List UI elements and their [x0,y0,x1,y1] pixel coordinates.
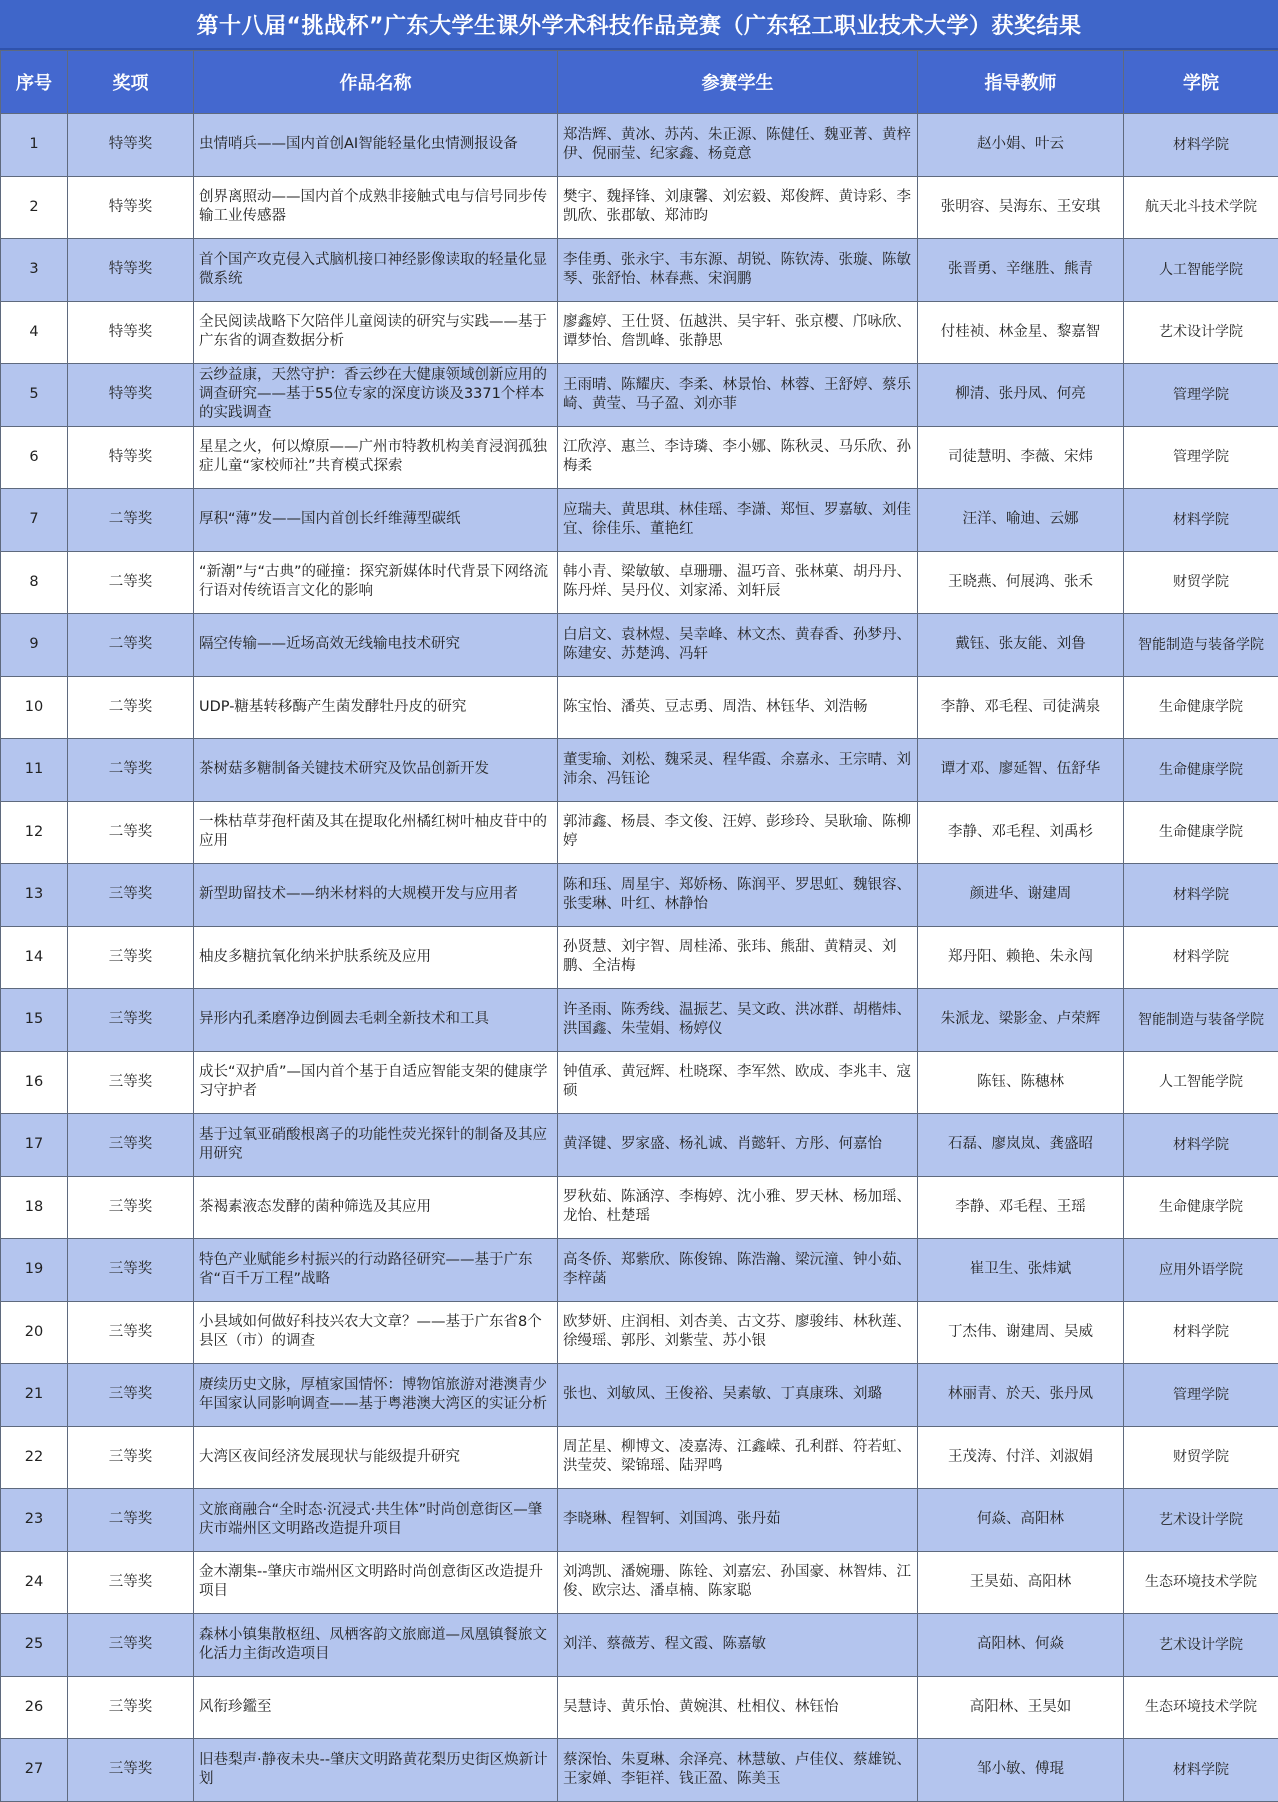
table-row [1,1676,1278,1739]
cell-work-title: 风衔珍鑑至 [194,1676,558,1739]
cell-advisors: 邹小敏、傅琨 [918,1739,1124,1802]
cell-college: 生态环境技术学院 [1124,1676,1278,1739]
cell-work-title: 特色产业赋能乡村振兴的行动路径研究——基于广东省“百千万工程”战略 [194,1239,558,1302]
cell-students: 白启文、袁林煜、吴幸峰、林文杰、黄春香、孙梦丹、陈建安、苏楚鸿、冯轩 [558,614,918,677]
cell-no: 27 [1,1739,68,1802]
cell-students: 蔡深怡、朱夏琳、余泽亮、林慧敏、卢佳仪、蔡雄锐、王家婵、李钜祥、钱正盈、陈美玉 [558,1739,918,1802]
cell-advisors: 高阳林、王昊如 [918,1676,1124,1739]
cell-students: 黄泽键、罗家盛、杨礼诚、肖懿轩、方彤、何嘉怡 [558,1114,918,1177]
cell-advisors: 戴钰、张友能、刘鲁 [918,614,1124,677]
cell-award: 特等奖 [68,114,194,177]
cell-college: 智能制造与装备学院 [1124,989,1278,1052]
cell-no: 19 [1,1239,68,1302]
cell-award: 三等奖 [68,1176,194,1239]
cell-advisors: 王茂涛、付洋、刘淑娟 [918,1426,1124,1489]
cell-college: 财贸学院 [1124,1426,1278,1489]
table-row [1,239,1278,302]
cell-work-title: 创界离照动——国内首个成熟非接触式电与信号同步传输工业传感器 [194,176,558,239]
cell-students: 李晓琳、程智轲、刘国鸿、张丹茹 [558,1489,918,1552]
cell-college: 材料学院 [1124,926,1278,989]
cell-work-title: 茶树菇多糖制备关键技术研究及饮品创新开发 [194,739,558,802]
cell-no: 22 [1,1426,68,1489]
cell-students: 张也、刘敏凤、王俊裕、吴素敏、丁真康珠、刘璐 [558,1364,918,1427]
table-row [1,1114,1278,1177]
header-college: 学院 [1124,51,1278,114]
cell-students: 郑浩辉、黄冰、苏芮、朱正源、陈健任、魏亚菁、黄梓伊、倪丽莹、纪家鑫、杨竟意 [558,114,918,177]
cell-no: 20 [1,1301,68,1364]
cell-work-title: 虫情哨兵——国内首创AI智能轻量化虫情测报设备 [194,114,558,177]
cell-award: 三等奖 [68,1426,194,1489]
header-work: 作品名称 [194,51,558,114]
cell-students: 陈和珏、周星宇、郑娇杨、陈润平、罗思虹、魏银容、张雯琳、叶红、林静怡 [558,864,918,927]
cell-work-title: 云纱益康，天然守护：香云纱在大健康领域创新应用的调查研究——基于55位专家的深度访谈及3371个样本的实践调查 [194,364,558,427]
table-row [1,989,1278,1052]
cell-award: 三等奖 [68,1364,194,1427]
cell-work-title: 森林小镇集散枢纽、凤栖客韵文旅廊道—凤凰镇餐旅文化活力主街改造项目 [194,1614,558,1677]
cell-advisors: 石磊、廖岚岚、龚盛昭 [918,1114,1124,1177]
table-row [1,739,1278,802]
cell-work-title: 成长“双护盾”—国内首个基于自适应智能支架的健康学习守护者 [194,1051,558,1114]
cell-students: 吴慧诗、黄乐怡、黄婉淇、杜相仪、林钰怡 [558,1676,918,1739]
cell-advisors: 林丽青、於天、张丹凤 [918,1364,1124,1427]
cell-students: 欧梦妍、庄润相、刘杏美、古文芬、廖骏纬、林秋莲、徐缦瑶、郭彤、刘紫莹、苏小银 [558,1301,918,1364]
cell-work-title: 首个国产攻克侵入式脑机接口神经影像读取的轻量化显微系统 [194,239,558,302]
cell-work-title: 一株枯草芽孢杆菌及其在提取化州橘红树叶柚皮苷中的应用 [194,801,558,864]
cell-award: 三等奖 [68,1301,194,1364]
header-award: 奖项 [68,51,194,114]
table-row [1,1614,1278,1677]
header-advisors: 指导教师 [918,51,1124,114]
cell-college: 材料学院 [1124,1739,1278,1802]
cell-award: 二等奖 [68,676,194,739]
cell-college: 材料学院 [1124,1301,1278,1364]
cell-students: 周芷星、柳博文、凌嘉涛、江鑫嵘、孔利群、符若虹、洪莹荧、梁锦瑶、陆羿鸣 [558,1426,918,1489]
table-row [1,551,1278,614]
cell-award: 特等奖 [68,364,194,427]
cell-no: 18 [1,1176,68,1239]
cell-students: 江欣渟、惠兰、李诗璘、李小娜、陈秋灵、马乐欣、孙梅柔 [558,426,918,489]
cell-no: 2 [1,176,68,239]
cell-award: 特等奖 [68,301,194,364]
table-row [1,1239,1278,1302]
cell-no: 3 [1,239,68,302]
cell-college: 艺术设计学院 [1124,1614,1278,1677]
cell-award: 三等奖 [68,1551,194,1614]
cell-no: 12 [1,801,68,864]
cell-award: 二等奖 [68,739,194,802]
cell-advisors: 谭才邓、廖延智、伍舒华 [918,739,1124,802]
cell-work-title: 柚皮多糖抗氧化纳米护肤系统及应用 [194,926,558,989]
cell-college: 财贸学院 [1124,551,1278,614]
cell-work-title: 异形内孔柔磨净边倒圆去毛刺全新技术和工具 [194,989,558,1052]
cell-work-title: 隔空传输——近场高效无线输电技术研究 [194,614,558,677]
cell-college: 艺术设计学院 [1124,301,1278,364]
cell-work-title: 全民阅读战略下欠陪伴儿童阅读的研究与实践——基于广东省的调查数据分析 [194,301,558,364]
cell-work-title: 金木潮集--肇庆市端州区文明路时尚创意街区改造提升项目 [194,1551,558,1614]
cell-work-title: UDP-糖基转移酶产生菌发酵牡丹皮的研究 [194,676,558,739]
table-header-row [1,51,1278,114]
cell-advisors: 高阳林、何焱 [918,1614,1124,1677]
cell-advisors: 李静、邓毛程、司徒满泉 [918,676,1124,739]
cell-award: 特等奖 [68,426,194,489]
table-row [1,864,1278,927]
cell-advisors: 陈钰、陈穗林 [918,1051,1124,1114]
cell-college: 生命健康学院 [1124,739,1278,802]
cell-students: 应瑞夫、黄思琪、林佳瑶、李潇、郑恒、罗嘉敏、刘佳宜、徐佳乐、董艳红 [558,489,918,552]
cell-no: 26 [1,1676,68,1739]
cell-students: 廖鑫婷、王仕贤、伍越洪、吴宇轩、张京樱、邝咏欣、谭梦怡、詹凯峰、张静思 [558,301,918,364]
table-row [1,1739,1278,1802]
table-row [1,1551,1278,1614]
cell-advisors: 朱派龙、梁影金、卢荣辉 [918,989,1124,1052]
cell-students: 高冬侨、郑紫欣、陈俊锦、陈浩瀚、梁沅潼、钟小茹、李梓菡 [558,1239,918,1302]
cell-award: 三等奖 [68,926,194,989]
cell-work-title: 小县域如何做好科技兴农大文章？——基于广东省8个县区（市）的调查 [194,1301,558,1364]
cell-college: 材料学院 [1124,864,1278,927]
cell-award: 二等奖 [68,614,194,677]
cell-no: 1 [1,114,68,177]
table-row [1,489,1278,552]
cell-students: 王雨晴、陈耀庆、李柔、林景怡、林蓉、王舒婷、蔡乐崎、黄莹、马子盈、刘亦菲 [558,364,918,427]
table-row [1,1176,1278,1239]
cell-college: 生态环境技术学院 [1124,1551,1278,1614]
cell-work-title: 赓续历史文脉，厚植家国情怀：博物馆旅游对港澳青少年国家认同影响调查——基于粤港澳大湾区的实证分析 [194,1364,558,1427]
cell-students: 孙贤慧、刘宇智、周桂浠、张玮、熊甜、黄精灵、刘鹏、全洁梅 [558,926,918,989]
cell-no: 9 [1,614,68,677]
table-row [1,614,1278,677]
cell-students: 许圣雨、陈秀线、温振艺、吴文政、洪冰群、胡楷炜、洪国鑫、朱莹娟、杨婷仪 [558,989,918,1052]
table-row [1,114,1278,177]
cell-college: 材料学院 [1124,1114,1278,1177]
cell-award: 三等奖 [68,1614,194,1677]
cell-students: 樊宇、魏择锋、刘康馨、刘宏毅、郑俊辉、黄诗彩、李凯欣、张郡敏、郑沛昀 [558,176,918,239]
cell-college: 管理学院 [1124,1364,1278,1427]
cell-advisors: 丁杰伟、谢建周、吴威 [918,1301,1124,1364]
header-students: 参赛学生 [558,51,918,114]
cell-advisors: 何焱、高阳林 [918,1489,1124,1552]
cell-award: 三等奖 [68,1114,194,1177]
cell-advisors: 颜进华、谢建周 [918,864,1124,927]
cell-no: 8 [1,551,68,614]
awards-table [0,50,1278,1802]
cell-no: 7 [1,489,68,552]
table-body [1,114,1278,1802]
table-row [1,1051,1278,1114]
cell-college: 人工智能学院 [1124,239,1278,302]
cell-work-title: “新潮”与“古典”的碰撞：探究新媒体时代背景下网络流行语对传统语言文化的影响 [194,551,558,614]
header-no: 序号 [1,51,68,114]
cell-college: 应用外语学院 [1124,1239,1278,1302]
cell-college: 管理学院 [1124,426,1278,489]
cell-no: 11 [1,739,68,802]
cell-college: 智能制造与装备学院 [1124,614,1278,677]
cell-advisors: 司徒慧明、李薇、宋炜 [918,426,1124,489]
cell-students: 刘洋、蔡薇芳、程文霞、陈嘉敏 [558,1614,918,1677]
table-row [1,1301,1278,1364]
cell-students: 钟值承、黄冠辉、杜晓琛、李军然、欧成、李兆丰、寇硕 [558,1051,918,1114]
cell-no: 13 [1,864,68,927]
cell-work-title: 新型助留技术——纳米材料的大规模开发与应用者 [194,864,558,927]
cell-no: 15 [1,989,68,1052]
table-row [1,176,1278,239]
cell-college: 航天北斗技术学院 [1124,176,1278,239]
cell-students: 陈宝怡、潘英、豆志勇、周浩、林钰华、刘浩畅 [558,676,918,739]
cell-advisors: 李静、邓毛程、王瑶 [918,1176,1124,1239]
table-row [1,926,1278,989]
cell-advisors: 汪洋、喻迪、云娜 [918,489,1124,552]
cell-award: 特等奖 [68,239,194,302]
cell-no: 10 [1,676,68,739]
cell-work-title: 星星之火，何以燎原——广州市特教机构美育浸润孤独症儿童“家校师社”共育模式探索 [194,426,558,489]
cell-advisors: 赵小娟、叶云 [918,114,1124,177]
cell-work-title: 厚积“薄”发——国内首创长纤维薄型碳纸 [194,489,558,552]
cell-no: 23 [1,1489,68,1552]
cell-no: 6 [1,426,68,489]
cell-no: 17 [1,1114,68,1177]
cell-college: 生命健康学院 [1124,676,1278,739]
cell-no: 14 [1,926,68,989]
cell-college: 材料学院 [1124,114,1278,177]
cell-award: 三等奖 [68,864,194,927]
cell-no: 25 [1,1614,68,1677]
table-row [1,1426,1278,1489]
cell-award: 二等奖 [68,551,194,614]
cell-students: 郭沛鑫、杨晨、李文俊、汪婷、彭珍玲、吴耿瑜、陈柳婷 [558,801,918,864]
cell-award: 三等奖 [68,1051,194,1114]
cell-students: 韩小青、梁敏敏、卓珊珊、温巧音、张林菓、胡丹丹、陈丹烊、吴丹仪、刘家浠、刘轩辰 [558,551,918,614]
cell-work-title: 茶褐素液态发酵的菌种筛选及其应用 [194,1176,558,1239]
cell-advisors: 郑丹阳、赖艳、朱永闯 [918,926,1124,989]
cell-no: 21 [1,1364,68,1427]
cell-work-title: 文旅商融合“全时态·沉浸式·共生体”时尚创意街区—肇庆市端州区文明路改造提升项目 [194,1489,558,1552]
cell-college: 人工智能学院 [1124,1051,1278,1114]
cell-students: 李佳勇、张永宇、韦东源、胡锐、陈钦涛、张璇、陈敏琴、张舒怡、林春燕、宋润鹏 [558,239,918,302]
cell-students: 刘鸿凯、潘婉珊、陈铨、刘嘉宏、孙国豪、林智炜、江俊、欧宗达、潘卓楠、陈家聪 [558,1551,918,1614]
cell-college: 生命健康学院 [1124,1176,1278,1239]
cell-no: 16 [1,1051,68,1114]
cell-college: 生命健康学院 [1124,801,1278,864]
cell-no: 4 [1,301,68,364]
table-row [1,426,1278,489]
cell-work-title: 基于过氧亚硝酸根离子的功能性荧光探针的制备及其应用研究 [194,1114,558,1177]
cell-advisors: 李静、邓毛程、刘禹杉 [918,801,1124,864]
table-row [1,364,1278,427]
cell-advisors: 王晓燕、何展鸿、张禾 [918,551,1124,614]
cell-advisors: 王昊茹、高阳林 [918,1551,1124,1614]
cell-advisors: 崔卫生、张炜斌 [918,1239,1124,1302]
cell-award: 二等奖 [68,1489,194,1552]
cell-award: 二等奖 [68,489,194,552]
table-row [1,1364,1278,1427]
cell-students: 董雯瑜、刘松、魏采灵、程华霞、余嘉永、王宗晴、刘沛余、冯钰论 [558,739,918,802]
cell-award: 三等奖 [68,1239,194,1302]
cell-advisors: 张明容、吴海东、王安琪 [918,176,1124,239]
cell-award: 三等奖 [68,1676,194,1739]
page-title: 第十八届“挑战杯”广东大学生课外学术科技作品竞赛（广东轻工职业技术大学）获奖结果 [0,0,1278,50]
cell-college: 管理学院 [1124,364,1278,427]
table-row [1,1489,1278,1552]
cell-advisors: 张晋勇、辛继胜、熊青 [918,239,1124,302]
cell-work-title: 大湾区夜间经济发展现状与能级提升研究 [194,1426,558,1489]
table-row [1,301,1278,364]
cell-college: 材料学院 [1124,489,1278,552]
cell-award: 三等奖 [68,1739,194,1802]
table-row [1,676,1278,739]
cell-advisors: 付桂祯、林金星、黎嘉智 [918,301,1124,364]
cell-advisors: 柳清、张丹凤、何亮 [918,364,1124,427]
cell-students: 罗秋茹、陈涵淳、李梅婷、沈小雅、罗天林、杨加瑶、龙怡、杜楚瑶 [558,1176,918,1239]
cell-no: 24 [1,1551,68,1614]
cell-award: 二等奖 [68,801,194,864]
cell-award: 特等奖 [68,176,194,239]
cell-work-title: 旧巷梨声·静夜未央--肇庆文明路黄花梨历史街区焕新计划 [194,1739,558,1802]
cell-college: 艺术设计学院 [1124,1489,1278,1552]
cell-award: 三等奖 [68,989,194,1052]
cell-no: 5 [1,364,68,427]
table-row [1,801,1278,864]
